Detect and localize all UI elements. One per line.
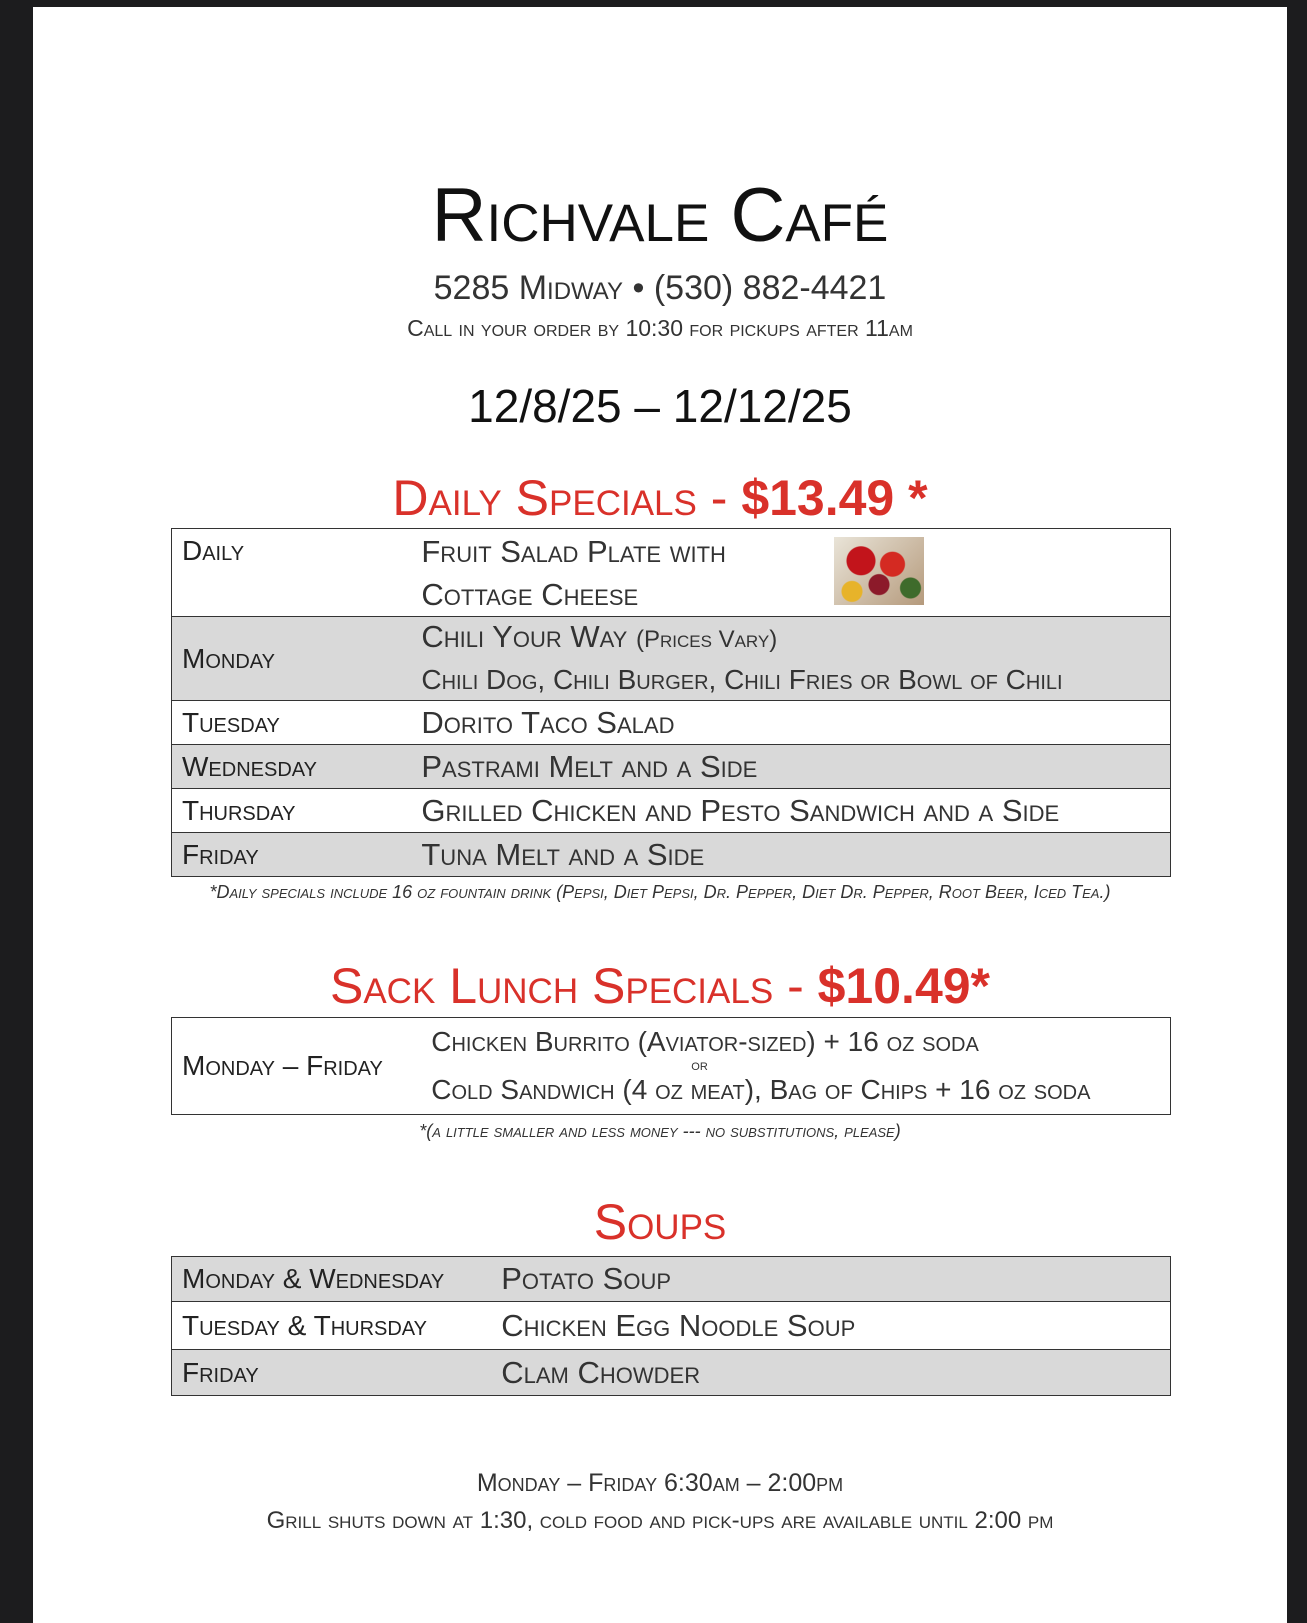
day-label: Wednesday bbox=[172, 745, 412, 789]
menu-item: Pastrami Melt and a Side bbox=[411, 745, 1170, 789]
call-in-note: Call in your order by 10:30 for pickups after 11am bbox=[407, 315, 913, 341]
table-row bbox=[172, 1350, 1171, 1396]
day-label: Tuesday & Thursday bbox=[172, 1302, 492, 1350]
daily-specials-table bbox=[171, 528, 1171, 877]
menu-item: Clam Chowder bbox=[491, 1350, 1170, 1396]
day-label: Monday & Wednesday bbox=[172, 1257, 492, 1302]
menu-page bbox=[33, 7, 1287, 1623]
table-row bbox=[172, 1302, 1171, 1350]
day-label: Thursday bbox=[172, 789, 412, 833]
menu-item bbox=[411, 617, 1170, 701]
sack-option-1: Chicken Burrito (Aviator-sized) + 16 oz soda bbox=[431, 1026, 979, 1057]
daily-specials-label: Daily Specials - bbox=[392, 470, 742, 526]
day-label: Monday bbox=[172, 617, 412, 701]
menu-item: Chicken Egg Noodle Soup bbox=[491, 1302, 1170, 1350]
soups-heading: Soups bbox=[593, 1194, 727, 1250]
day-label: Daily bbox=[172, 529, 412, 617]
menu-item: Dorito Taco Salad bbox=[411, 701, 1170, 745]
sack-lunch-note: *(a little smaller and less money --- no substitutions, please) bbox=[419, 1121, 901, 1141]
menu-item-line: Fruit Salad Plate with bbox=[421, 533, 726, 569]
menu-item bbox=[411, 529, 1170, 617]
table-row bbox=[172, 529, 1171, 617]
table-row bbox=[172, 617, 1171, 701]
day-label: Friday bbox=[172, 1350, 492, 1396]
menu-item-line: Chili Dog, Chili Burger, Chili Fries or Bowl of Chili bbox=[421, 664, 1063, 695]
menu-item: Tuna Melt and a Side bbox=[411, 833, 1170, 877]
daily-specials-price: $13.49 * bbox=[741, 470, 928, 526]
price-note: (Prices Vary) bbox=[635, 626, 778, 653]
grill-note: Grill shuts down at 1:30, cold food and pick-ups are available until 2:00 pm bbox=[266, 1507, 1054, 1534]
address-phone: 5285 Midway • (530) 882-4421 bbox=[433, 269, 887, 307]
table-row bbox=[172, 789, 1171, 833]
or-separator: or bbox=[691, 1057, 708, 1074]
daily-specials-heading bbox=[33, 469, 1287, 527]
menu-item: Potato Soup bbox=[491, 1257, 1170, 1302]
table-row bbox=[172, 833, 1171, 877]
menu-item: Grilled Chicken and Pesto Sandwich and a Side bbox=[411, 789, 1170, 833]
menu-item-name: Chili Your Way bbox=[421, 619, 628, 654]
table-row bbox=[172, 1257, 1171, 1302]
week-dates: 12/8/25 – 12/12/25 bbox=[468, 380, 852, 432]
table-row bbox=[172, 745, 1171, 789]
sack-lunch-table bbox=[171, 1017, 1171, 1115]
day-label: Tuesday bbox=[172, 701, 412, 745]
menu-item-line: Cottage Cheese bbox=[421, 576, 639, 612]
sack-option-2: Cold Sandwich (4 oz meat), Bag of Chips + 16 oz soda bbox=[431, 1074, 1091, 1105]
menu-item-line bbox=[421, 617, 1160, 660]
hours: Monday – Friday 6:30am – 2:00pm bbox=[476, 1469, 844, 1497]
table-row bbox=[172, 701, 1171, 745]
soups-table bbox=[171, 1256, 1171, 1396]
sack-lunch-heading bbox=[33, 957, 1287, 1015]
fruit-salad-photo bbox=[834, 537, 924, 605]
sack-lunch-label: Sack Lunch Specials - bbox=[329, 958, 818, 1014]
day-label: Friday bbox=[172, 833, 412, 877]
cafe-name: Richvale Café bbox=[431, 173, 889, 258]
daily-specials-note: *Daily specials include 16 oz fountain drink (Pepsi, Diet Pepsi, Dr. Pepper, Diet Dr. Pepper, Root Beer, Iced Tea.) bbox=[209, 882, 1111, 902]
table-row bbox=[172, 1018, 1171, 1115]
menu-item bbox=[421, 1018, 1170, 1115]
sack-lunch-price: $10.49* bbox=[817, 958, 991, 1014]
day-label: Monday – Friday bbox=[172, 1018, 422, 1115]
